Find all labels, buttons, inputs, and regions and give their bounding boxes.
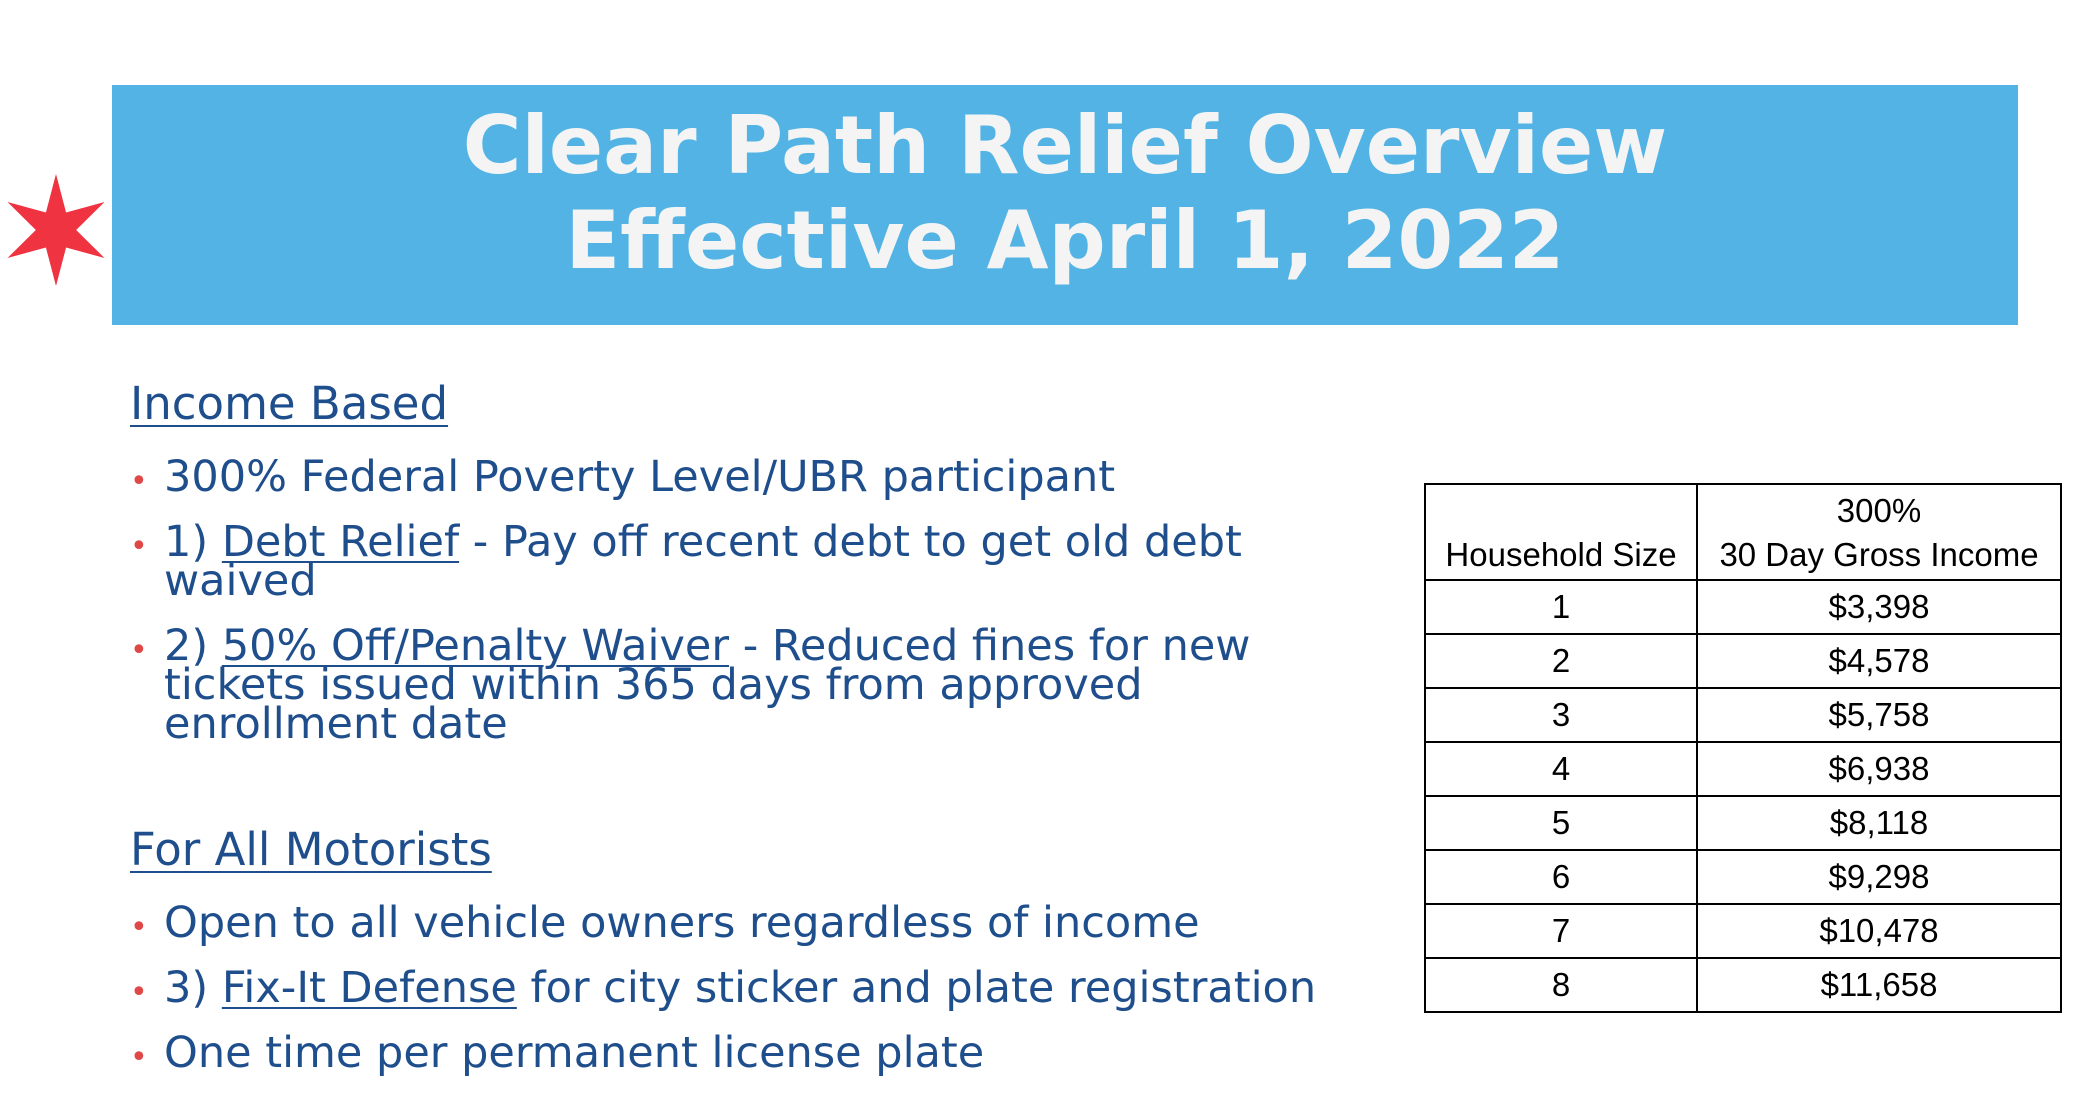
table-row [1425, 958, 2061, 1012]
table-row [1425, 796, 2061, 850]
fix-it-defense-link[interactable]: Fix-It Defense [221, 963, 517, 1013]
gross-income-cell: $5,758 [1697, 688, 2061, 742]
page-title: Clear Path Relief Overview [462, 99, 1668, 192]
table-header-row [1425, 484, 2061, 580]
bullet-text: for city sticker and plate registration [516, 963, 1317, 1013]
bullet-text: One time per permanent license plate [164, 1028, 985, 1078]
bullet-prefix: 2) [164, 621, 222, 671]
gross-income-cell: $4,578 [1697, 634, 2061, 688]
bullet-text: - Pay off recent debt to get old debt waived [164, 517, 1242, 606]
gross-income-header-line2: 30 Day Gross Income [1719, 536, 2039, 573]
gross-income-cell: $11,658 [1697, 958, 2061, 1012]
list-item [130, 517, 1370, 606]
household-size-cell: 5 [1425, 796, 1697, 850]
list-item [130, 898, 1370, 948]
star-shape [8, 174, 105, 286]
page-subtitle: Effective April 1, 2022 [565, 194, 1565, 287]
table-row [1425, 688, 2061, 742]
bullet-icon: • [130, 910, 148, 945]
table-row [1425, 634, 2061, 688]
household-size-cell: 4 [1425, 742, 1697, 796]
chicago-star-icon [0, 170, 112, 290]
all-motorists-heading: For All Motorists [130, 823, 492, 876]
list-item [130, 452, 1370, 502]
table-row [1425, 742, 2061, 796]
bullet-icon: • [130, 1040, 148, 1075]
household-size-cell: 6 [1425, 850, 1697, 904]
penalty-waiver-link[interactable]: 50% Off/Penalty Waiver [221, 621, 730, 671]
income-based-list [130, 452, 1370, 749]
household-size-cell: 8 [1425, 958, 1697, 1012]
gross-income-header [1697, 484, 2061, 580]
bullet-icon: • [130, 529, 148, 564]
debt-relief-link[interactable]: Debt Relief [221, 517, 460, 567]
bullet-icon: • [130, 633, 148, 668]
table-row [1425, 904, 2061, 958]
bullet-text: - Reduced fines for new tickets issued within 365 days from approved enrollment date [164, 621, 1251, 749]
household-size-header: Household Size [1425, 484, 1697, 580]
title-banner [112, 85, 2018, 325]
gross-income-cell: $8,118 [1697, 796, 2061, 850]
overview-content [130, 376, 1370, 1078]
household-size-cell: 2 [1425, 634, 1697, 688]
table-row [1425, 580, 2061, 634]
household-size-cell: 7 [1425, 904, 1697, 958]
bullet-icon: • [130, 464, 148, 499]
bullet-prefix: 3) [164, 963, 222, 1013]
gross-income-cell: $3,398 [1697, 580, 2061, 634]
table-row [1425, 850, 2061, 904]
gross-income-cell: $9,298 [1697, 850, 2061, 904]
list-item [130, 1028, 1370, 1078]
income-based-heading: Income Based [130, 377, 449, 430]
section-spacer [130, 744, 1370, 822]
bullet-icon: • [130, 975, 148, 1010]
bullet-text: 300% Federal Poverty Level/UBR participant [164, 452, 1116, 502]
bullet-prefix: 1) [164, 517, 222, 567]
household-size-cell: 3 [1425, 688, 1697, 742]
household-size-cell: 1 [1425, 580, 1697, 634]
gross-income-cell: $6,938 [1697, 742, 2061, 796]
gross-income-cell: $10,478 [1697, 904, 2061, 958]
gross-income-header-line1: 300% [1836, 492, 1922, 529]
bullet-text: Open to all vehicle owners regardless of income [164, 898, 1200, 948]
list-item [130, 963, 1370, 1013]
all-motorists-list [130, 898, 1370, 1078]
list-item [130, 621, 1370, 749]
income-table [1424, 483, 2062, 1013]
